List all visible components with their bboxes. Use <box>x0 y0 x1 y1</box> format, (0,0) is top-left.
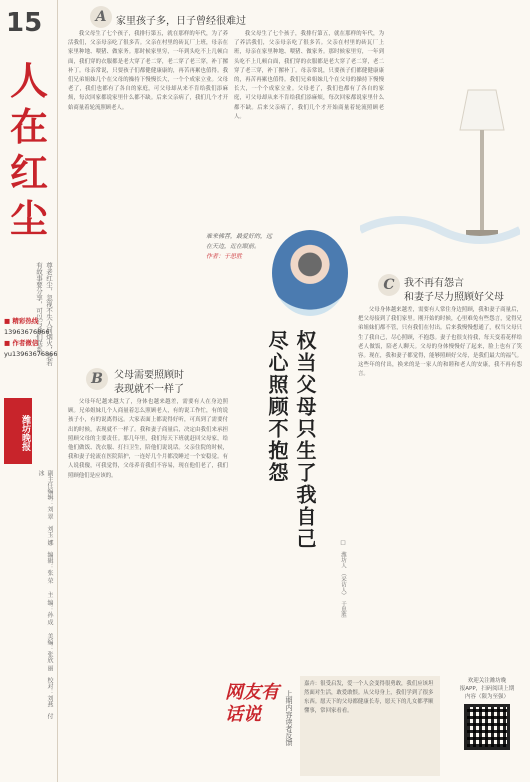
author-quote: 难来佛菩，最爱好的，远在天边，近在眼前。 作者：于思胜 <box>206 233 273 260</box>
qr-promo: 欢迎关注潍坊晚 报APP，扫码阅读上期 内容（限为至强） <box>446 676 528 780</box>
hotline-block <box>4 316 56 360</box>
hotline-number: 13963676866 <box>4 328 50 336</box>
wechat-id: yu13963676866 <box>4 350 58 358</box>
article-a-text-col2: 我父母生了七个孩子，我排行第五，就在那样的年代，为了养活我们，父亲母亲吃了很多苦。父亲在村里的砖瓦厂上班，母亲在家里种地、喂猪、做家务。那时候家里穷，一年到头吃不上几顿白面，我们穿的衣服都是老大穿了老二穿，老二穿了老三穿，补丁摞补丁。母亲常说，只要孩子们都健健康康的，再苦再累也值得。我们兄弟姐妹几个在父母的操持下慢慢长大，一个个成家立业。父母老了，我们也都有了各自的家庭，可父母却从来不肯给我们添麻烦，每次回家都说家里什么都不缺。后来父亲病了，我们几个才开始商量着轮流照顾老人。 <box>234 31 384 120</box>
section-motto: 尊老红尘，忽视不失人间烟火，忽若有故事要分享，可以与我们联系。 <box>35 262 53 366</box>
section-badge-a: A <box>90 6 112 28</box>
article-a-title: 家里孩子多，日子曾经很难过 <box>116 16 246 27</box>
wechat-label: ■ 作者微信 <box>4 339 39 347</box>
main-title-line1: 权当父母只生了我自己 <box>293 330 317 550</box>
article-a-text-col1: 我父母生了七个孩子，我排行第五，就在那样的年代，为了养活我们，父亲母亲吃了很多苦。父亲在村里的砖瓦厂上班，母亲在家里种地、喂猪、做家务。那时候家里穷，一年到头吃不上几顿白面，我们穿的衣服都是老大穿了老二穿，老二穿了老三穿，补丁摞补丁。母亲常说，只要孩子们都健健康康的，再苦再累也值得。我们兄弟姐妹几个在父母的操持下慢慢长大，一个个成家立业。父母老了，我们也都有了各自的家庭，可父母却从来不肯给我们添麻烦，每次回家都说家里什么都不缺。后来父亲病了，我们几个才开始商量着轮流照顾老人。 <box>68 31 228 111</box>
article-c-title-2: 和妻子尽力照顾好父母 <box>404 292 504 303</box>
main-title-line2: 尽心照顾不抱怨 <box>265 330 289 484</box>
section-title: 人在红尘 <box>9 58 48 241</box>
wave-decoration-icon <box>360 200 520 250</box>
editor-credits: 副主任编辑：刘 翠 刘玉 娜 编辑：张 荣 主 编：孙 成 美编：张欣 丽 校对：刘燕 付 冰 <box>37 470 53 720</box>
section-badge-c: C <box>378 274 400 296</box>
reader-comment: 嘉卉：很受启发，爱一个人会变得很勇敢，我们应该坦然面对生活，敢爱敢恨。从父母身上，我们学到了很多东西。愿天下的父母都健康长寿，愿天下的儿女都孝顺懂事，常回家看看。 <box>300 676 440 776</box>
left-column <box>0 0 58 782</box>
hotline-label: ■ 精彩热线 <box>4 317 39 325</box>
article-byline: □ 潍坊人 （采访人） 于思胜 <box>340 540 346 618</box>
reader-feedback-subtitle: 上期内容读者反馈 <box>285 690 293 746</box>
article-c-title-1: 我不再有怨言 <box>404 278 464 289</box>
article-b-title-2: 表现就不一样了 <box>114 384 184 395</box>
article-c-text: 父母身体越来越差，需要有人常住身边照顾，我和妻子商量后，把父母接到了我们家里。刚开始的时候，心里难免有些怨言，觉得兄弟姐妹们都不管，只有我们在付出。后来我慢慢想通了，权当父母只生了我自己，尽心照顾，不抱怨。妻子也很支持我，每天变着花样给老人做饭，陪老人聊天。父母的身体慢慢好了起来，脸上也有了笑容。现在，我和妻子都觉得，能够照顾好父母，是我们最大的福气。这些年的付出，换来的是一家人的和睦和老人的安康，我不再有怨言。 <box>358 307 522 378</box>
section-badge-b: B <box>86 368 108 390</box>
article-b-text: 父母年纪越来越大了，身体也越来越差，需要有人在身边照顾。兄弟姐妹几个人商量着怎么照顾老人，有的说工作忙，有的说孩子小，有的说离得远。大家表面上都说得好听，可真到了需要付出的时候，表现就不一样了。我和妻子商量后，决定由我们来承担照顾父母的主要责任。那几年里，我们每天下班就赶回父母家，给他们做饭、洗衣服、打扫卫生，陪他们说说话。父亲住院的时候，我和妻子轮流在医院陪护，一连好几个月都没睡过一个安稳觉。有人说我傻，可我觉得，父母养育我们不容易，现在他们老了，我们照顾他们是应该的。 <box>68 399 228 479</box>
author-photo <box>272 230 348 316</box>
page-number: 15 <box>6 8 43 38</box>
article-b-title-1: 父母需要照顾时 <box>114 370 184 381</box>
qr-code-icon[interactable] <box>464 704 510 750</box>
quote-author: 作者：于思胜 <box>206 253 243 260</box>
reader-feedback-logo: 网友有话说 <box>225 682 279 725</box>
newspaper-logo: 潍坊晚报 <box>4 398 32 464</box>
